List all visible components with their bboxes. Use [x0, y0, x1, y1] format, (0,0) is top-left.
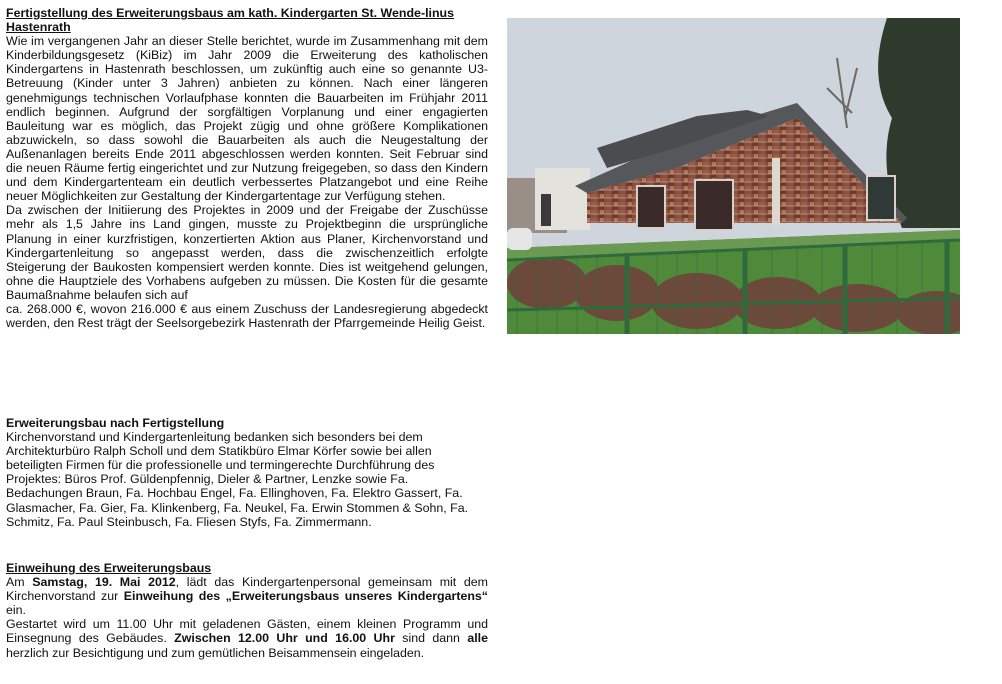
section-inauguration-title: Einweihung des Erweiterungsbaus [6, 561, 212, 575]
inauguration-event-name: Einweihung des „Erweiterungsbaus unseres Kindergartens“ [123, 589, 488, 604]
schedule-everyone: alle [467, 631, 488, 646]
inauguration-paragraph-schedule [6, 617, 488, 659]
article-paragraph-intro: Wie im vergangenen Jahr an dieser Stelle berichtet, wurde im Zusammenhang mit dem Kinderbildungsgesetz (KiBiz) im Jahr 2009 die Erweiterung des katholischen Kindergartens in Hastenrath beschlossen, um zukünftig auch eine so genannte U3-Betreuung (Kinder unter 3 Jahren) anbieten zu können. Nach einer längeren genehmigungs technischen Vorlaufphase konnten die Bauarbeiten im Frühjahr 2011 endlich beginnen. Aufgrund der sorgfältigen Vorplanung und einer engagierten Bauleitung war es möglich, das Projekt zügig und ohne größere Komplikationen abzuwickeln, so dass sowohl die Bauarbeiten als auch die Neugestaltung der Außenanlagen bereits Ende 2011 abgeschlossen werden konnten. Seit Februar sind die neuen Räume fertig eingerichtet und zur Nutzung freigegeben, so dass den Kindern und dem Kindergartenteam ein deutlich verbessertes Platzangebot und eine Reihe neuer Möglichkeiten zur Gestaltung der Kindergartentage zur Verfügung stehen. [6, 34, 488, 204]
section-thanks-body: Kirchenvorstand und Kindergartenleitung bedanken sich besonders bei dem Architekturbüro Ralph Scholl und dem Statikbüro Elmar Körfer sowie bei allen beteiligten Firmen für die professionelle und termingerechte Durchführung des Projektes: Büros Prof. Güldenpfennig, Dieler & Partner, Lenzke sowie Fa. Bedachungen Braun, Fa. Hochbau Engel, Fa. Ellinghoven, Fa. Elektro Gassert, Fa. Glasmacher, Fa. Gier, Fa. Klinkenberg, Fa. Neukel, Fa. Erwin Stommen & Sohn, Fa. Schmitz, Fa. Paul Steinbusch, Fa. Fliesen Styfs, Fa. Zimmermann. [6, 430, 469, 529]
inauguration-text: Am [6, 575, 33, 590]
article-paragraph-funding: ca. 268.000 €, wovon 216.000 € aus einem Zuschuss der Landesregierung abgedeckt werden, den Rest trägt der Seelsorgebezirk Hastenrath der Pfarrgemeinde Heilig Geist. [6, 301, 488, 331]
window [867, 176, 895, 220]
article-paragraph-costs: Da zwischen der Initiierung des Projektes in 2009 und der Freigabe der Zuschüsse mehr als 1,5 Jahre ins Land gingen, musste zu Projektbeginn die ursprüngliche Planung in einer kurzfristigen, konzertierten Aktion aus Planer, Kirchenvorstand und Kindergartenleitung so angepasst werden, dass die zwischenzeitlich erfolgte Steigerung der Baukosten kompensiert werden konnte. Dies ist weitgehend gelungen, ohne die Hauptziele des Vorhabens aufgeben zu müssen. Die Kosten für die gesamte Baumaßnahme belaufen sich auf [6, 203, 488, 302]
article-main [6, 6, 488, 330]
schedule-text: Gestartet wird um 11.00 Uhr mit geladenen Gästen, einem kleinen Programm und Einsegnung des Gebäudes. [6, 617, 488, 646]
inauguration-text: , lädt das Kindergartenpersonal gemeinsam mit dem Kirchenvorstand zur [6, 575, 488, 604]
window [637, 186, 665, 228]
schedule-time: Zwischen 12.00 Uhr und 16.00 Uhr [174, 631, 395, 646]
car [507, 228, 532, 250]
inauguration-paragraph-date [6, 575, 488, 617]
section-inauguration [6, 561, 488, 660]
building-photo-illustration [507, 18, 960, 334]
article-title: Fertigstellung des Erweiterungsbaus am kath. Kindergarten St. Wende-linus Hastenrath [6, 6, 454, 35]
window [695, 180, 733, 230]
building-photo [507, 18, 960, 334]
inauguration-text: ein. [6, 603, 26, 618]
schedule-text: sind dann [394, 631, 468, 646]
inauguration-date: Samstag, 19. Mai 2012 [32, 575, 176, 590]
section-thanks-title: Erweiterungsbau nach Fertigstellung [6, 416, 225, 430]
schedule-text: herzlich zur Besichtigung und zum gemütlichen Beisammensein eingeladen. [6, 645, 425, 660]
section-thanks [6, 416, 476, 529]
